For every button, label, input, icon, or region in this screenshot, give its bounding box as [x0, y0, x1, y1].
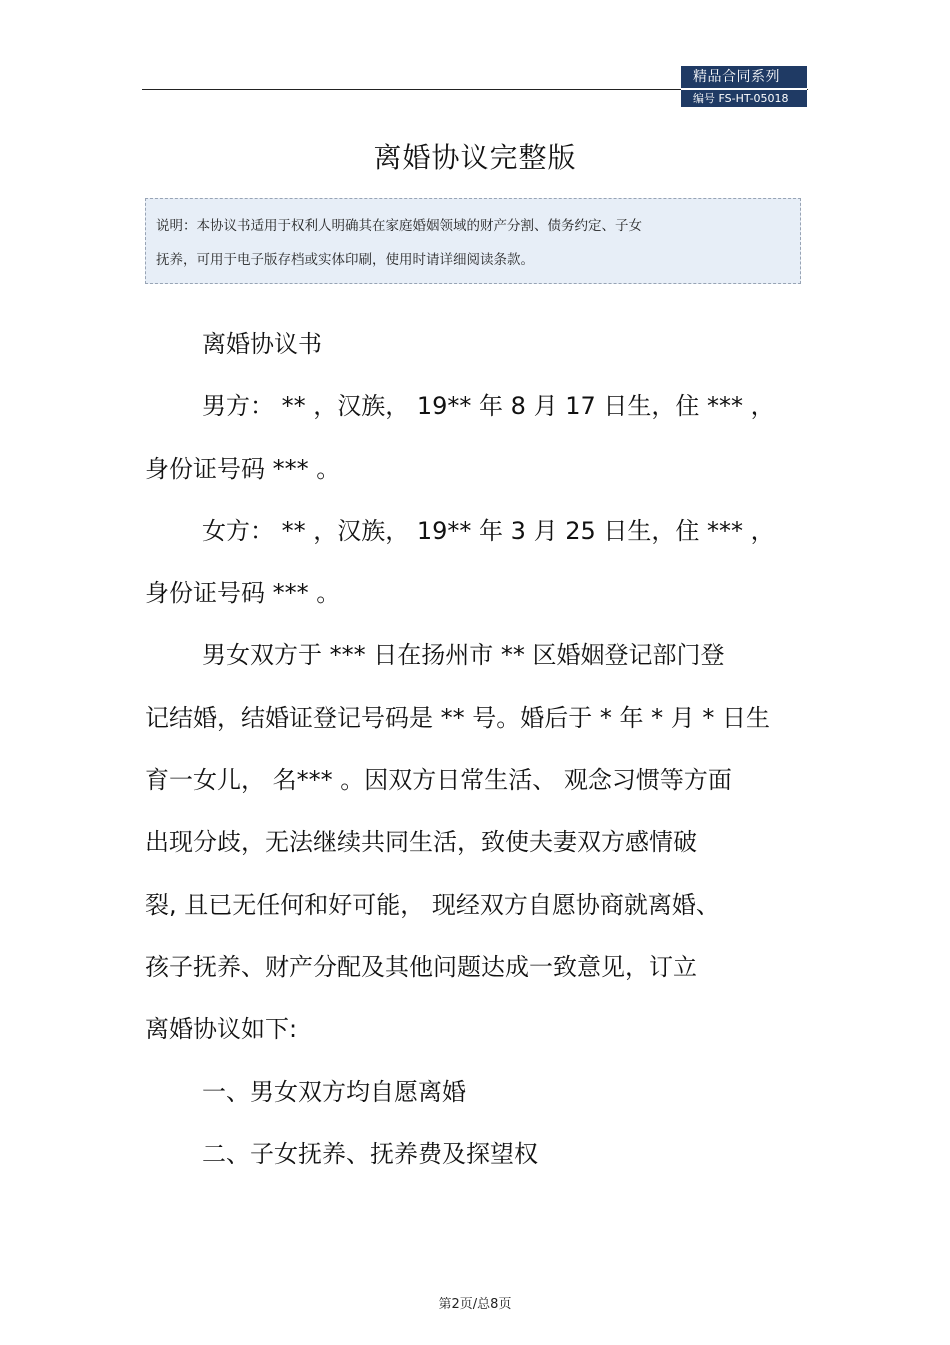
- clause-1: 一、男女双方均自愿离婚: [202, 1077, 466, 1106]
- agreement-body: [145, 313, 810, 1185]
- paragraph-line: 男女双方于 *** 日在扬州市 ** 区婚姻登记部门登: [202, 641, 725, 670]
- description-line-2: 抚养，可用于电子版存档或实体印刷，使用时请详细阅读条款。: [156, 252, 534, 268]
- wife-info: 女方： ** ，汉族， 19** 年 3 月 25 日生，住 *** ，: [202, 516, 775, 545]
- series-badge: [681, 66, 807, 107]
- document-title: 离婚协议完整版: [373, 141, 577, 174]
- series-label: 精品合同系列: [693, 69, 780, 85]
- description-box: [145, 198, 801, 284]
- agreement-heading: 离婚协议书: [202, 330, 322, 358]
- document-code: 编号 FS-HT-05018: [693, 92, 789, 105]
- paragraph-line: 裂, 且已无任何和好可能， 现经双方自愿协商就离婚、: [145, 890, 720, 919]
- description-line-1: 说明：本协议书适用于权利人明确其在家庭婚姻领域的财产分割、债务约定、子女: [156, 218, 642, 234]
- paragraph-line: 记结婚，结婚证登记号码是 ** 号。婚后于 * 年 * 月 * 日生: [145, 703, 771, 732]
- paragraph-line: 离婚协议如下:: [145, 1015, 298, 1044]
- paragraph-line: 出现分歧，无法继续共同生活，致使夫妻双方感情破: [145, 828, 697, 857]
- husband-info: 男方： ** ，汉族， 19** 年 8 月 17 日生，住 *** ，: [202, 392, 775, 421]
- husband-id: 身份证号码 *** 。: [145, 454, 341, 483]
- clause-2: 二、子女抚养、抚养费及探望权: [202, 1139, 538, 1168]
- wife-id: 身份证号码 *** 。: [145, 579, 341, 608]
- page-indicator: 第2页/总8页: [438, 1297, 512, 1312]
- paragraph-line: 孩子抚养、财产分配及其他问题达成一致意见，订立: [145, 952, 697, 981]
- paragraph-line: 育一女儿， 名*** 。因双方日常生活、 观念习惯等方面: [145, 766, 732, 795]
